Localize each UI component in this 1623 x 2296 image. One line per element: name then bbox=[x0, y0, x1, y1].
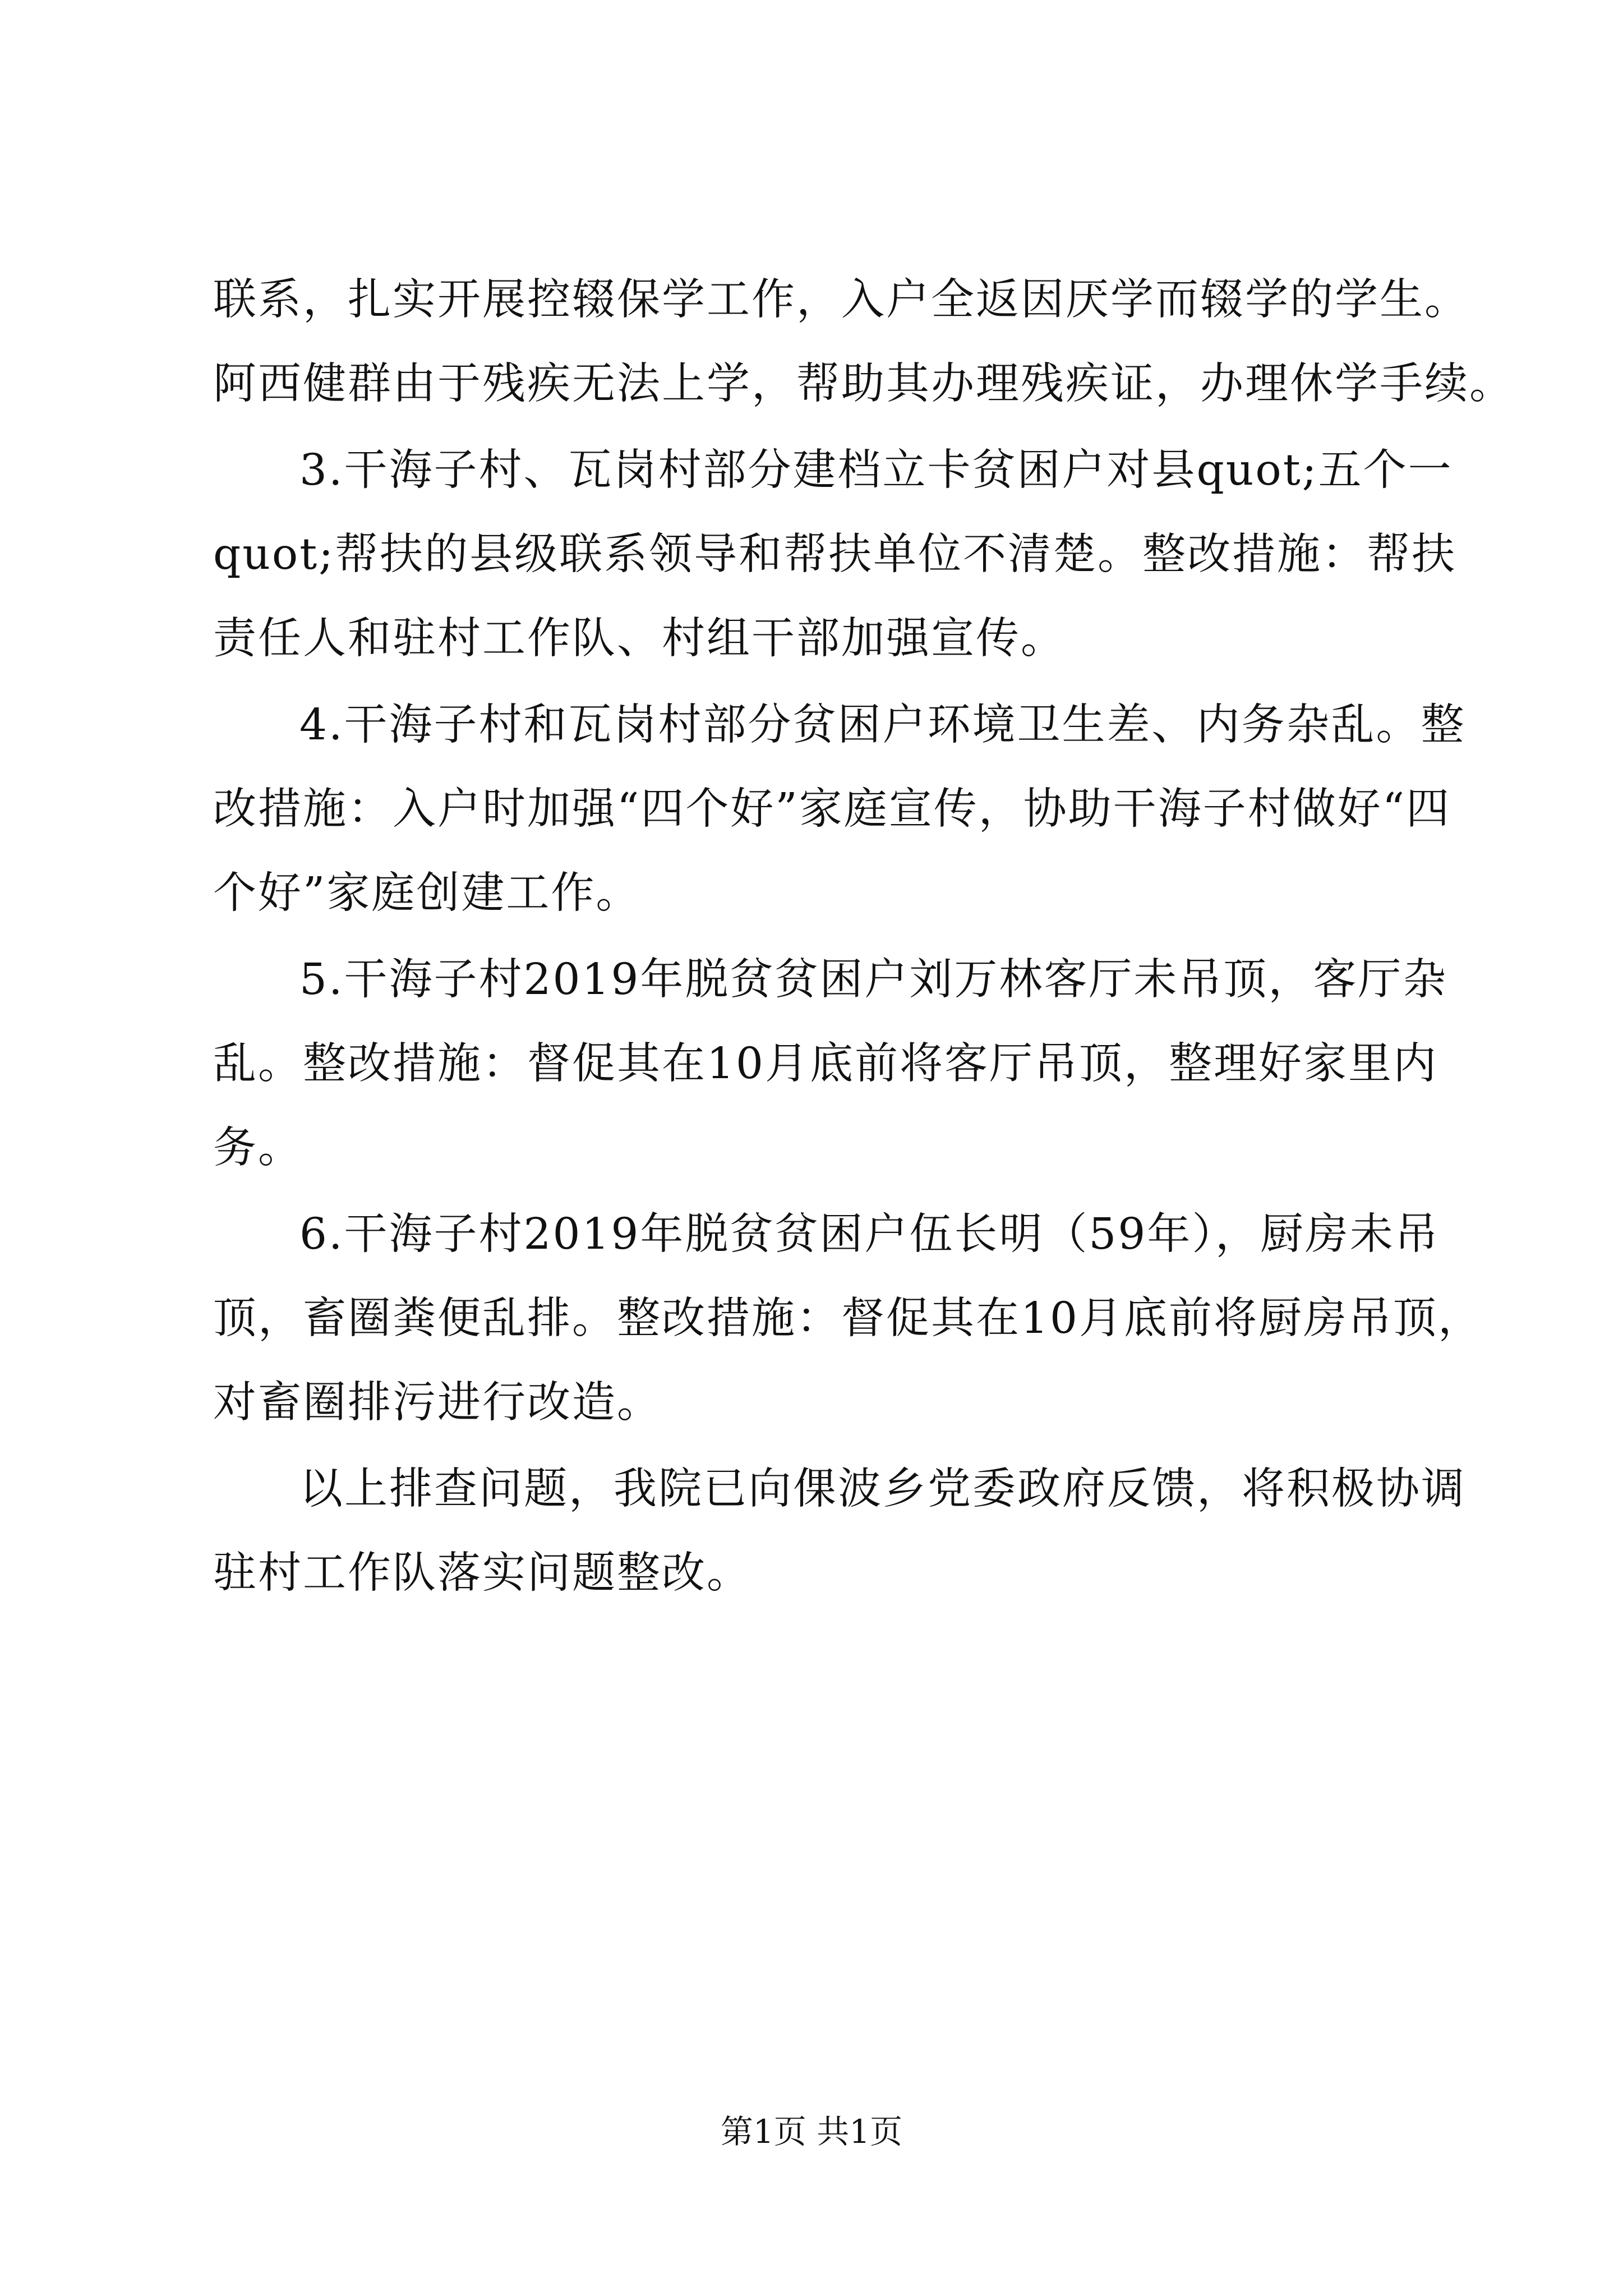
text-line: 顶，畜圈粪便乱排。整改措施：督促其在10月底前将厨房吊顶， bbox=[213, 1294, 1483, 1343]
text-line: 3.干海子村、瓦岗村部分建档立卡贫困户对县quot;五个一 bbox=[299, 445, 1453, 495]
text-line: 改措施：入户时加强“四个好”家庭宣传，协助干海子村做好“四 bbox=[213, 784, 1451, 834]
paragraph-item-4 bbox=[213, 683, 1466, 936]
text-line: 务。 bbox=[213, 1123, 303, 1173]
text-line: 对畜圈排污进行改造。 bbox=[213, 1378, 662, 1428]
text-line: 责任人和驻村工作队、村组干部加强宣传。 bbox=[213, 614, 1066, 664]
text-line: quot;帮扶的县级联系领导和帮扶单位不清楚。整改措施：帮扶 bbox=[213, 530, 1457, 579]
text-line: 乱。整改措施：督促其在10月底前将客厅吊顶，整理好家里内 bbox=[213, 1039, 1438, 1089]
text-line: 个好”家庭创建工作。 bbox=[213, 868, 641, 918]
page-number-footer: 第1页 共1页 bbox=[720, 2113, 903, 2151]
paragraph-item-6 bbox=[213, 1193, 1483, 1445]
text-line: 驻村工作队落实问题整改。 bbox=[213, 1548, 751, 1598]
text-line: 6.干海子村2019年脱贫贫困户伍长明（59年），厨房未吊 bbox=[299, 1209, 1440, 1259]
text-line: 联系，扎实开展控辍保学工作，入户全返因厌学而辍学的学生。 bbox=[213, 275, 1469, 325]
text-line: 阿西健群由于残疾无法上学，帮助其办理残疾证，办理休学手续。 bbox=[213, 359, 1514, 409]
text-line: 4.干海子村和瓦岗村部分贫困户环境卫生差、内务杂乱。整 bbox=[299, 700, 1466, 750]
document-body bbox=[213, 258, 1514, 1616]
paragraph-item-3 bbox=[213, 429, 1457, 681]
text-line: 以上排查问题，我院已向倮波乡党委政府反馈，将积极协调 bbox=[299, 1464, 1466, 1514]
paragraph-item-5 bbox=[213, 938, 1448, 1190]
paragraph-continuation bbox=[213, 258, 1514, 426]
paragraph-conclusion bbox=[213, 1447, 1466, 1616]
text-line: 5.干海子村2019年脱贫贫困户刘万林客厅未吊顶，客厅杂 bbox=[299, 955, 1448, 1005]
